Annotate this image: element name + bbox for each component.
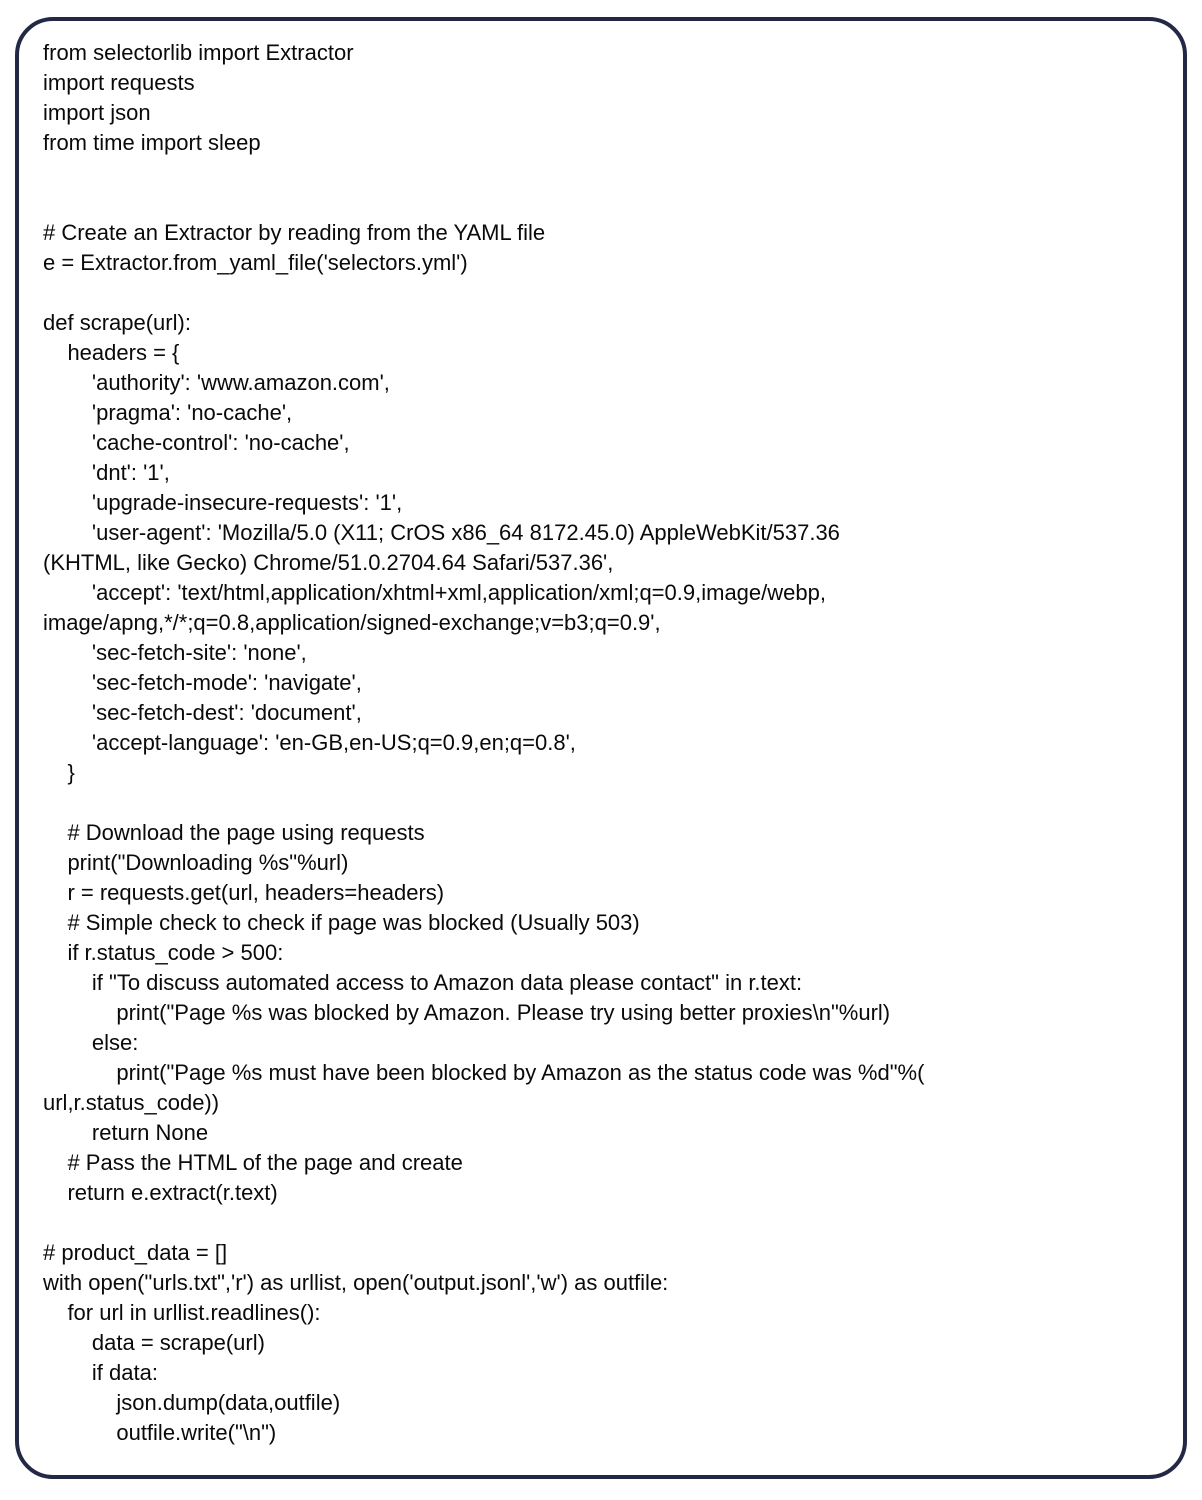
- code-line: # Pass the HTML of the page and create: [43, 1150, 463, 1175]
- code-line: data = scrape(url): [43, 1330, 265, 1355]
- code-line: with open("urls.txt",'r') as urllist, open('output.jsonl','w') as outfile:: [43, 1270, 669, 1295]
- code-line: r = requests.get(url, headers=headers): [43, 880, 445, 905]
- code-line: url,r.status_code)): [43, 1090, 220, 1115]
- code-line: 'user-agent': 'Mozilla/5.0 (X11; CrOS x86_64 8172.45.0) AppleWebKit/537.36: [43, 520, 840, 545]
- code-block: [43, 38, 1168, 1448]
- code-line: 'authority': 'www.amazon.com',: [43, 370, 390, 395]
- code-line: 'cache-control': 'no-cache',: [43, 430, 350, 455]
- code-line: [43, 278, 1168, 308]
- code-line: if "To discuss automated access to Amazon data please contact" in r.text:: [43, 970, 803, 995]
- code-line: # Download the page using requests: [43, 820, 425, 845]
- code-line: [43, 188, 1168, 218]
- code-line: }: [43, 760, 75, 785]
- code-line: image/apng,*/*;q=0.8,application/signed-exchange;v=b3;q=0.9',: [43, 610, 661, 635]
- code-line: [43, 788, 1168, 818]
- code-line: 'upgrade-insecure-requests': '1',: [43, 490, 403, 515]
- code-line: json.dump(data,outfile): [43, 1390, 341, 1415]
- code-line: print("Page %s was blocked by Amazon. Please try using better proxies\n"%url): [43, 1000, 891, 1025]
- code-line: for url in urllist.readlines():: [43, 1300, 321, 1325]
- code-line: else:: [43, 1030, 139, 1055]
- code-line: # Simple check to check if page was blocked (Usually 503): [43, 910, 640, 935]
- code-line: # product_data = []: [43, 1240, 228, 1265]
- code-line: def scrape(url):: [43, 310, 191, 335]
- code-line: 'sec-fetch-mode': 'navigate',: [43, 670, 362, 695]
- code-line: from time import sleep: [43, 130, 261, 155]
- code-line: 'sec-fetch-dest': 'document',: [43, 700, 362, 725]
- code-line: if data:: [43, 1360, 158, 1385]
- code-line: print("Page %s must have been blocked by Amazon as the status code was %d"%(: [43, 1060, 925, 1085]
- code-line: outfile.write("\n"): [43, 1420, 277, 1445]
- code-line: import requests: [43, 70, 195, 95]
- code-line: e = Extractor.from_yaml_file('selectors.yml'): [43, 250, 468, 275]
- code-line: 'accept': 'text/html,application/xhtml+xml,application/xml;q=0.9,image/webp,: [43, 580, 826, 605]
- code-line: [43, 1208, 1168, 1238]
- code-line: 'dnt': '1',: [43, 460, 170, 485]
- code-line: import json: [43, 100, 151, 125]
- code-line: (KHTML, like Gecko) Chrome/51.0.2704.64 Safari/537.36',: [43, 550, 614, 575]
- code-line: print("Downloading %s"%url): [43, 850, 349, 875]
- code-line: if r.status_code > 500:: [43, 940, 284, 965]
- code-line: return e.extract(r.text): [43, 1180, 278, 1205]
- code-line: 'pragma': 'no-cache',: [43, 400, 293, 425]
- code-line: 'sec-fetch-site': 'none',: [43, 640, 307, 665]
- code-line: return None: [43, 1120, 209, 1145]
- code-line: headers = {: [43, 340, 180, 365]
- code-line: 'accept-language': 'en-GB,en-US;q=0.9,en;q=0.8',: [43, 730, 576, 755]
- code-line: from selectorlib import Extractor: [43, 40, 354, 65]
- code-line: # Create an Extractor by reading from the YAML file: [43, 220, 546, 245]
- code-line: [43, 158, 1168, 188]
